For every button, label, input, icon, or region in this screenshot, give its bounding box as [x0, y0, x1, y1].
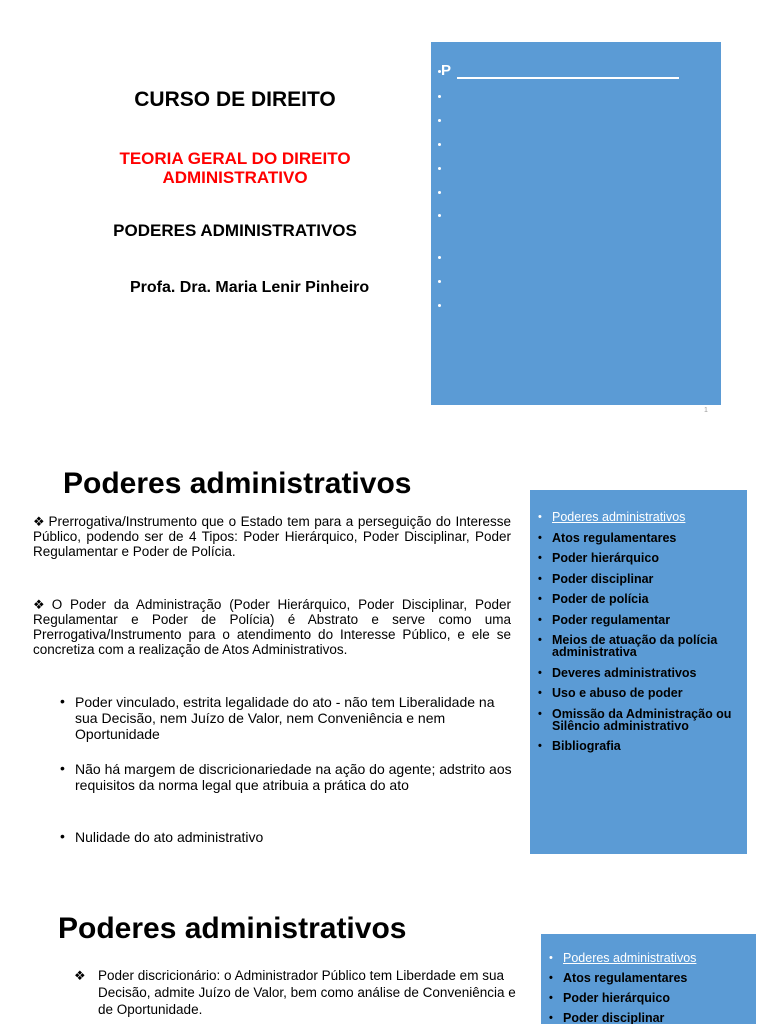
course-title: CURSO DE DIREITO: [134, 88, 336, 111]
slide1-side-panel: [431, 42, 721, 405]
nav-item-poder-hierarquico[interactable]: • Poder hierárquico: [541, 992, 756, 1004]
nav-item-bibliografia[interactable]: • Bibliografia: [530, 740, 747, 752]
bullet-item: • Poder vinculado, estrita legalidade do ato - não tem Liberalidade na sua Decisão, nem Juízo de Valor, nem Conveniência e nem Oportunidade: [60, 694, 515, 742]
diamond-cluster-icon: ❖: [33, 597, 49, 612]
nav-item-poder-hierarquico[interactable]: • Poder hierárquico: [530, 552, 747, 564]
panel-first-item: [441, 60, 679, 79]
nav-item-poder-disciplinar[interactable]: • Poder disciplinar: [541, 1012, 756, 1024]
nav-item-omissao[interactable]: • Omissão da Administração ou Silêncio administrativo: [530, 708, 747, 732]
nav-item-deveres-administrativos[interactable]: • Deveres administrativos: [530, 667, 747, 679]
diamond-cluster-icon: ❖: [33, 514, 46, 529]
theory-subtitle-line2: ADMINISTRATIVO: [162, 168, 308, 187]
nav-item-atos-regulamentares[interactable]: • Atos regulamentares: [530, 532, 747, 544]
paragraph: [33, 597, 511, 657]
paragraph-text: O Poder da Administração (Poder Hierárquico, Poder Disciplinar, Poder Regulamentar e Poder de Polícia) é Abstrato e serve como uma Prerrogativa/Instrumento para o atendimento do Interesse Público, e ele se concretiza com a realização de Atos Administrativos.: [33, 597, 511, 657]
nav-item-poder-disciplinar[interactable]: • Poder disciplinar: [530, 573, 747, 585]
panel-underline: [457, 60, 679, 79]
panel-first-item-label: P: [441, 62, 452, 79]
slide2-title: Poderes administrativos: [63, 467, 412, 500]
panel-bullet: [438, 280, 441, 283]
panel-bullet: [438, 214, 441, 217]
topic-title: PODERES ADMINISTRATIVOS: [113, 221, 357, 240]
panel-bullet: [438, 167, 441, 170]
panel-bullet: [438, 70, 441, 73]
professor-name: Profa. Dra. Maria Lenir Pinheiro: [130, 279, 370, 296]
slide2-nav-panel: [530, 490, 747, 854]
theory-subtitle-line1: TEORIA GERAL DO DIREITO: [119, 149, 351, 168]
nav-item-poderes-administrativos[interactable]: • Poderes administrativos: [530, 511, 747, 523]
theory-subtitle: [60, 149, 410, 187]
paragraph: [33, 514, 511, 559]
nav-item-poder-de-policia[interactable]: • Poder de polícia: [530, 593, 747, 605]
panel-bullet: [438, 143, 441, 146]
panel-bullet: [438, 95, 441, 98]
slide3-nav-panel: [541, 934, 756, 1024]
paragraph: [74, 967, 524, 1018]
panel-bullet: [438, 256, 441, 259]
nav-item-poder-regulamentar[interactable]: • Poder regulamentar: [530, 614, 747, 626]
bullet-item: • Não há margem de discricionariedade na ação do agente; adstrito aos requisitos da norma legal que atribuia a prática do ato: [60, 761, 515, 793]
nav-item-uso-e-abuso[interactable]: • Uso e abuso de poder: [530, 687, 747, 699]
nav-item-poderes-administrativos[interactable]: • Poderes administrativos: [541, 952, 756, 964]
paragraph-text: Poder discricionário: o Administrador Público tem Liberdade em sua Decisão, admite Juízo de Valor, bem como análise de Conveniência e de Oportunidade.: [98, 968, 516, 1017]
diamond-cluster-icon: ❖: [74, 968, 86, 983]
panel-bullet: [438, 191, 441, 194]
panel-bullet: [438, 304, 441, 307]
nav-item-atos-regulamentares[interactable]: • Atos regulamentares: [541, 972, 756, 984]
page-number: 1: [704, 407, 708, 414]
nav-item-meios-de-atuacao[interactable]: • Meios de atuação da polícia administrativa: [530, 634, 747, 658]
bullet-item: • Nulidade do ato administrativo: [60, 829, 515, 845]
panel-bullet: [438, 119, 441, 122]
paragraph-text: Prerrogativa/Instrumento que o Estado tem para a perseguição do Interesse Público, podendo ser de 4 Tipos: Poder Hierárquico, Poder Disciplinar, Poder Regulamentar e Poder de Polícia.: [33, 514, 511, 559]
slide3-title: Poderes administrativos: [58, 912, 407, 945]
